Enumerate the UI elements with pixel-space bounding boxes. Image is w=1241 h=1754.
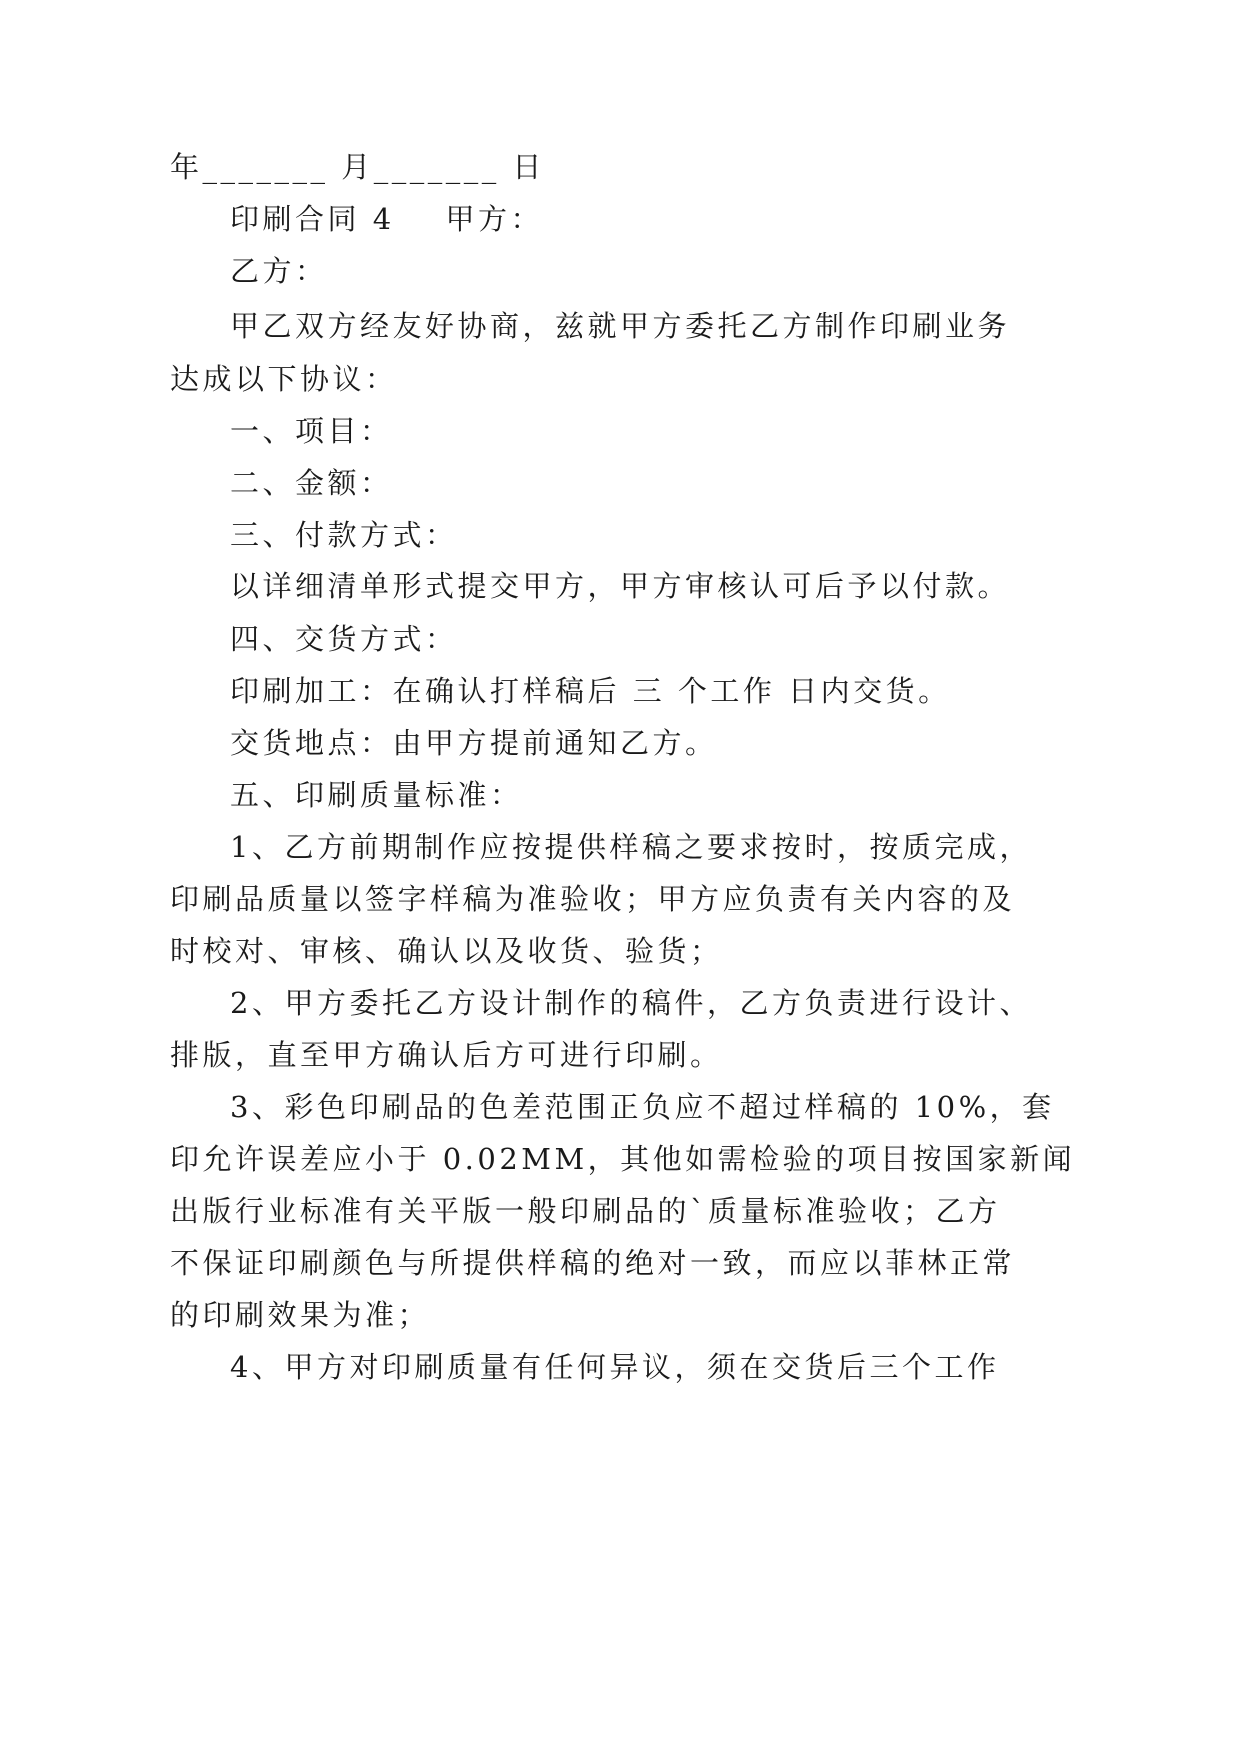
section-heading: 四、交货方式： xyxy=(230,622,458,656)
contract-title-party-a: 印刷合同 4 甲方： xyxy=(230,202,544,236)
paragraph-line: 排版，直至甲方确认后方可进行印刷。 xyxy=(170,1038,723,1072)
paragraph-line: 印允许误差应小于 0.02MM，其他如需检验的项目按国家新闻 xyxy=(170,1142,1076,1176)
party-b-line: 乙方： xyxy=(230,254,328,288)
section-heading: 三、付款方式： xyxy=(230,518,458,552)
paragraph-line: 1、乙方前期制作应按提供样稿之要求按时，按质完成， xyxy=(230,830,1032,864)
paragraph-line: 以详细清单形式提交甲方，甲方审核认可后予以付款。 xyxy=(230,569,1011,603)
paragraph-line: 4、甲方对印刷质量有任何异议，须在交货后三个工作 xyxy=(230,1350,1000,1384)
paragraph-line: 不保证印刷颜色与所提供样稿的绝对一致，而应以菲林正常 xyxy=(170,1246,1016,1280)
paragraph-line: 3、彩色印刷品的色差范围正负应不超过样稿的 10%，套 xyxy=(230,1090,1055,1124)
paragraph-line: 的印刷效果为准； xyxy=(170,1298,431,1332)
paragraph-line: 出版行业标准有关平版一般印刷品的`质量标准验收；乙方 xyxy=(170,1194,1001,1228)
paragraph-line: 2、甲方委托乙方设计制作的稿件，乙方负责进行设计、 xyxy=(230,986,1032,1020)
paragraph-line: 印刷品质量以签字样稿为准验收；甲方应负责有关内容的及 xyxy=(170,882,1016,916)
paragraph-line: 交货地点：由甲方提前通知乙方。 xyxy=(230,726,718,760)
paragraph-line: 甲乙双方经友好协商，兹就甲方委托乙方制作印刷业务 xyxy=(230,309,1011,343)
paragraph-line: 达成以下协议： xyxy=(170,362,398,396)
section-heading: 五、印刷质量标准： xyxy=(230,778,523,812)
date-line: 年_______ 月_______ 日 xyxy=(170,150,545,184)
section-heading: 二、金额： xyxy=(230,466,393,500)
section-heading: 一、项目： xyxy=(230,414,393,448)
paragraph-line: 时校对、审核、确认以及收货、验货； xyxy=(170,934,723,968)
paragraph-line: 印刷加工：在确认打样稿后 三 个工作 日内交货。 xyxy=(230,674,951,708)
